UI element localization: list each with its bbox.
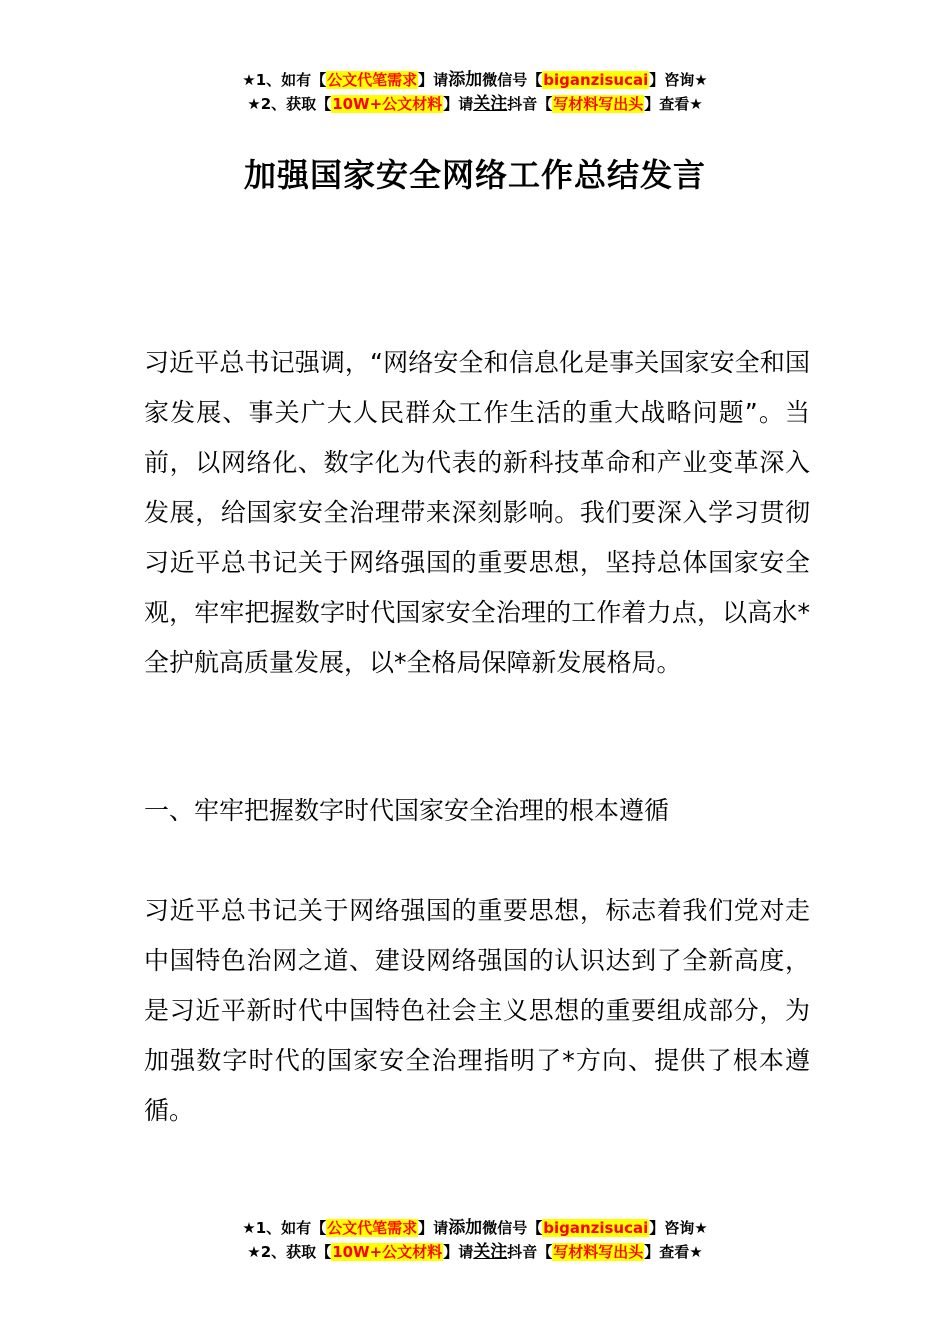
banner-text: 】请 (443, 95, 474, 113)
highlight-wechat-id: biganzisucai (543, 1219, 649, 1237)
banner-text: 抖音【 (507, 1243, 553, 1261)
banner-text: ★1、如有【 (242, 71, 327, 89)
document-title: 加强国家安全网络工作总结发言 (243, 156, 706, 194)
banner-line-1 (0, 68, 950, 92)
banner-line-1 (0, 1216, 950, 1240)
highlight-service: 公文代笔需求 (327, 1219, 418, 1237)
banner-text: 】请 (418, 71, 449, 89)
top-banner (0, 68, 950, 116)
banner-text-emphasis: 添加 (448, 1218, 483, 1238)
highlight-douyin-account: 写材料写出头 (553, 95, 644, 113)
paragraph-section-1: 习近平总书记关于网络强国的重要思想，标志着我们党对走中国特色治网之道、建设网络强国的认识达到了全新高度，是习近平新时代中国特色社会主义思想的重要组成部分，为加强数字时代的国家安全治理指明了*方向、提供了根本遵循。 (144, 896, 810, 1125)
banner-text: 】咨询★ (649, 71, 708, 89)
banner-text: ★2、获取【 (247, 1243, 332, 1261)
banner-line-2 (0, 1240, 950, 1264)
banner-text: ★1、如有【 (242, 1219, 327, 1237)
highlight-service: 公文代笔需求 (327, 71, 418, 89)
banner-text: ★2、获取【 (247, 95, 332, 113)
bottom-banner (0, 1216, 950, 1264)
banner-text: 】查看★ (644, 95, 703, 113)
section-heading-1: 一、牢牢把握数字时代国家安全治理的根本遵循 (144, 796, 670, 825)
banner-text-emphasis: 添加 (448, 70, 483, 90)
banner-line-2 (0, 92, 950, 116)
banner-text-emphasis: 关注 (473, 1242, 508, 1262)
banner-text: 微信号【 (482, 1219, 543, 1237)
banner-text-emphasis: 关注 (473, 94, 508, 114)
highlight-douyin-account: 写材料写出头 (553, 1243, 644, 1261)
banner-text: 】请 (418, 1219, 449, 1237)
banner-text: 微信号【 (482, 71, 543, 89)
banner-text: 】查看★ (644, 1243, 703, 1261)
highlight-materials: 10W+公文材料 (332, 95, 443, 113)
banner-text: 抖音【 (507, 95, 553, 113)
highlight-wechat-id: biganzisucai (543, 71, 649, 89)
paragraph-intro: 习近平总书记强调，“网络安全和信息化是事关国家安全和国家发展、事关广大人民群众工作生活的重大战略问题”。当前，以网络化、数字化为代表的新科技革命和产业变革深入发展，给国家安全治理带来深刻影响。我们要深入学习贯彻习近平总书记关于网络强国的重要思想，坚持总体国家安全观，牢牢把握数字时代国家安全治理的工作着力点，以高水*全护航高质量发展，以*全格局保障新发展格局。 (144, 348, 810, 677)
banner-text: 】咨询★ (649, 1219, 708, 1237)
highlight-materials: 10W+公文材料 (332, 1243, 443, 1261)
banner-text: 】请 (443, 1243, 474, 1261)
